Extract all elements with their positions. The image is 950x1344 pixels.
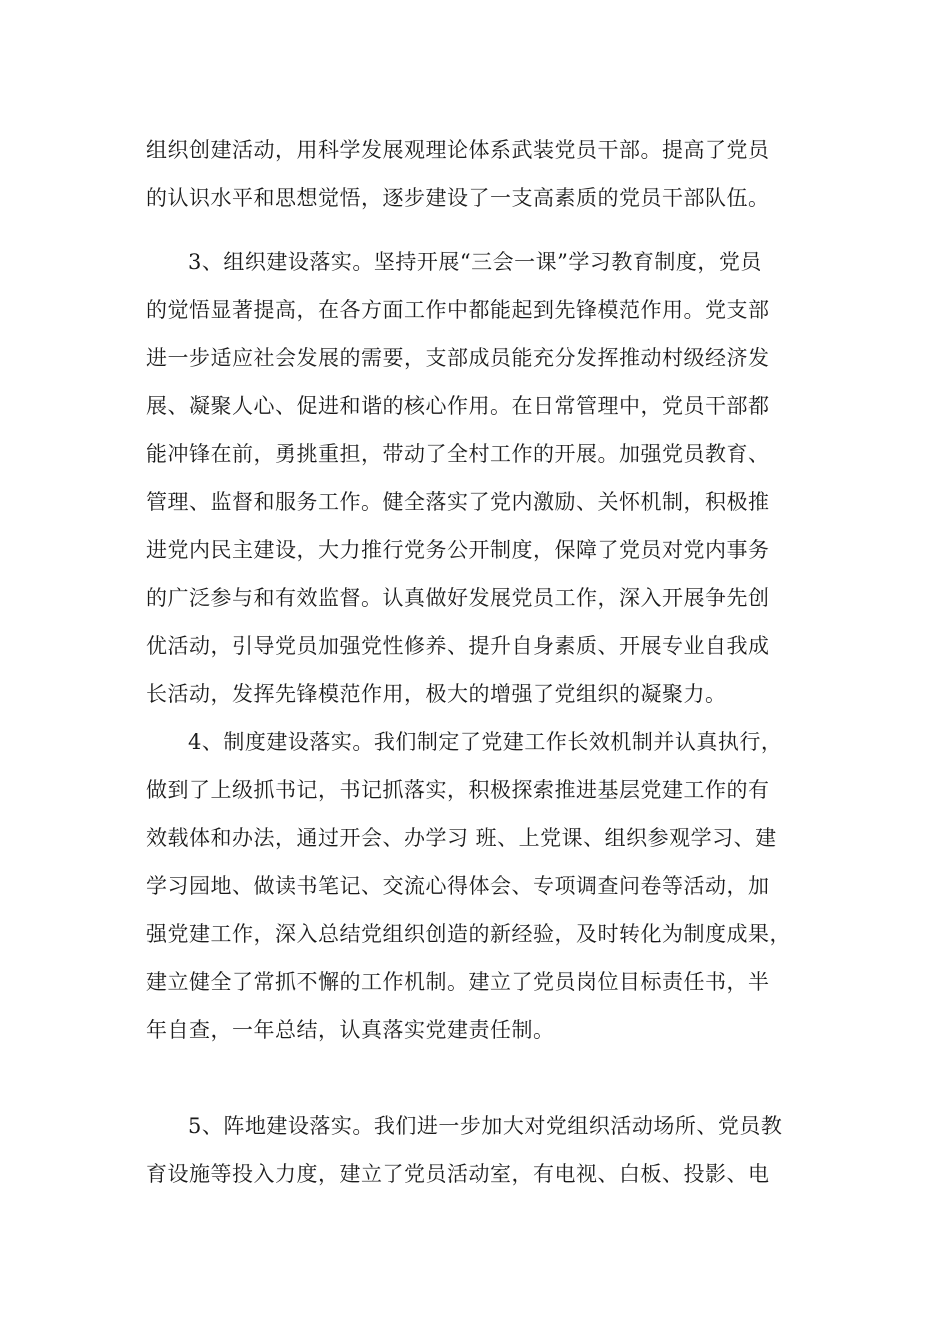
- paragraph-continuation: [146, 126, 814, 222]
- text-line: 做到了上级抓书记，书记抓落实，积极探索推进基层党建工作的有: [146, 778, 770, 802]
- text-line: 的广泛参与和有效监督。认真做好发展党员工作，深入开展争先创: [146, 586, 770, 610]
- text-line: 效载体和办法，通过开会、办学习 班、上党课、组织参观学习、建: [146, 826, 777, 850]
- text-line: 的认识水平和思想觉悟，逐步建设了一支高素质的党员干部队伍。: [146, 186, 770, 210]
- text-line: 长活动，发挥先锋模范作用，极大的增强了党组织的凝聚力。: [146, 682, 727, 706]
- text-line: 能冲锋在前，勇挑重担，带动了全村工作的开展。加强党员教育、: [146, 442, 770, 466]
- text-line: 强党建工作，深入总结党组织创造的新经验，及时转化为制度成果，: [146, 922, 791, 946]
- paragraph-organization-building: [146, 238, 814, 718]
- text-line: 进一步适应社会发展的需要，支部成员能充分发挥推动村级经济发: [146, 346, 770, 370]
- paragraph-system-building: [146, 718, 814, 1054]
- text-line: 学习园地、做读书笔记、交流心得体会、专项调查问卷等活动，加: [146, 874, 770, 898]
- text-line: 优活动，引导党员加强党性修养、提升自身素质、开展专业自我成: [146, 634, 770, 658]
- text-line: 育设施等投入力度，建立了党员活动室，有电视、白板、投影、电: [146, 1162, 770, 1186]
- text-line: 年自查，一年总结，认真落实党建责任制。: [146, 1018, 555, 1042]
- text-line: 组织创建活动，用科学发展观理论体系武装党员干部。提高了党员: [146, 138, 770, 162]
- text-line: 管理、监督和服务工作。健全落实了党内激励、关怀机制，积极推: [146, 490, 770, 514]
- paragraph-position-building: [146, 1102, 814, 1198]
- text-line: 5、阵地建设落实。我们进一步加大对党组织活动场所、党员教: [188, 1114, 783, 1138]
- text-line: 3、组织建设落实。坚持开展“三会一课”学习教育制度，党员: [188, 250, 762, 274]
- text-line: 建立健全了常抓不懈的工作机制。建立了党员岗位目标责任书，半: [146, 970, 770, 994]
- text-line: 的觉悟显著提高，在各方面工作中都能起到先锋模范作用。党支部: [146, 298, 770, 322]
- text-line: 展、凝聚人心、促进和谐的核心作用。在日常管理中，党员干部都: [146, 394, 770, 418]
- text-line: 4、制度建设落实。我们制定了党建工作长效机制并认真执行，: [188, 730, 783, 754]
- text-line: 进党内民主建设，大力推行党务公开制度，保障了党员对党内事务: [146, 538, 770, 562]
